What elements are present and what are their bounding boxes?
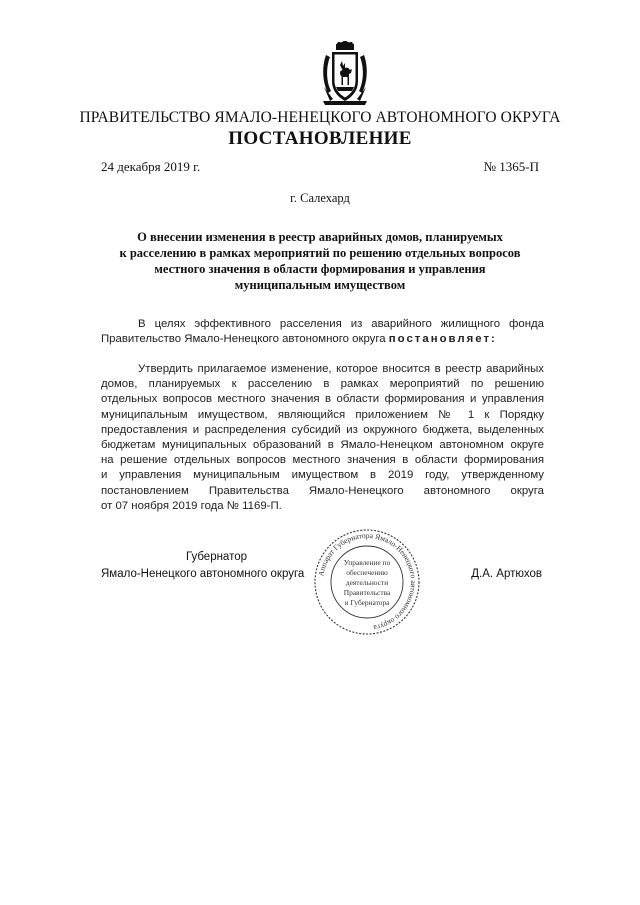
resolution-paragraph — [101, 362, 544, 514]
resolution-line: Утвердить прилагаемое изменение, которое вносится в реестр аварийных — [138, 363, 544, 375]
stamp-center-line: и Губернатора — [344, 598, 390, 607]
resolution-line: муниципальным имуществом, являющийся приложением № 1 к Порядку — [101, 408, 544, 421]
signatory-organization: Ямало-Ненецкого автономного округа — [101, 568, 305, 580]
resolution-line: на решение отдельных вопросов местного значения в области формирования — [101, 454, 544, 467]
resolution-line: отдельных вопросов местного значения в области формирования и управления — [101, 393, 544, 406]
stamp-ring-text: Аппарат Губернатора Ямало-Ненецкого автономного округа — [316, 530, 419, 633]
signatory-title: Губернатор — [186, 551, 248, 563]
subject-line: местного значения в области формирования и управления — [154, 262, 486, 276]
resolution-line: и управления муниципальным имуществом в 2019 году, утвержденному — [101, 469, 544, 482]
stamp-center-line: обеспечению — [346, 568, 388, 577]
official-stamp — [312, 527, 422, 637]
resolution-line: от 07 ноября 2019 года № 1169-П. — [101, 499, 282, 512]
stamp-center-line: Правительства — [343, 588, 391, 597]
coat-of-arms-icon — [321, 41, 369, 107]
document-date: 24 декабря 2019 г. — [101, 159, 201, 174]
document-number: № 1365-П — [483, 159, 539, 174]
resolution-line: постановлением Правительства Ямало-Ненецкого автономного округа — [101, 484, 544, 497]
subject-line: к расселению в рамках мероприятий по решению отдельных вопросов — [119, 246, 521, 260]
subject-line: О внесении изменения в реестр аварийных домов, планируемых — [137, 230, 503, 244]
organization-name: ПРАВИТЕЛЬСТВО ЯМАЛО-НЕНЕЦКОГО АВТОНОМНОГО ОКРУГА — [79, 109, 561, 126]
resolution-line: предоставления и распределения субсидий из окружного бюджета, выделенных — [101, 423, 544, 436]
preamble-line-1: В целях эффективного расселения из аварийного жилищного фонда — [138, 318, 544, 330]
document-city: г. Салехард — [290, 191, 350, 205]
document-type-title: ПОСТАНОВЛЕНИЕ — [228, 128, 412, 149]
stamp-center-line: деятельности — [345, 578, 389, 587]
signatory-name: Д.А. Артюхов — [471, 568, 542, 580]
resolution-keyword: постановляет: — [388, 333, 497, 346]
subject-line: муниципальным имуществом — [234, 278, 406, 292]
stamp-center-line: Управление по — [343, 558, 391, 567]
preamble-paragraph — [101, 317, 544, 347]
preamble-line-2-prefix: Правительство Ямало-Ненецкого автономного округа — [101, 333, 386, 346]
resolution-line: бюджетам муниципальных образований в Ямало-Ненецком автономном округе — [101, 439, 544, 452]
document-subject — [100, 229, 540, 293]
resolution-line: домов, планируемых к расселению в рамках мероприятий по решению — [101, 378, 544, 391]
preamble-line-2 — [101, 332, 544, 347]
